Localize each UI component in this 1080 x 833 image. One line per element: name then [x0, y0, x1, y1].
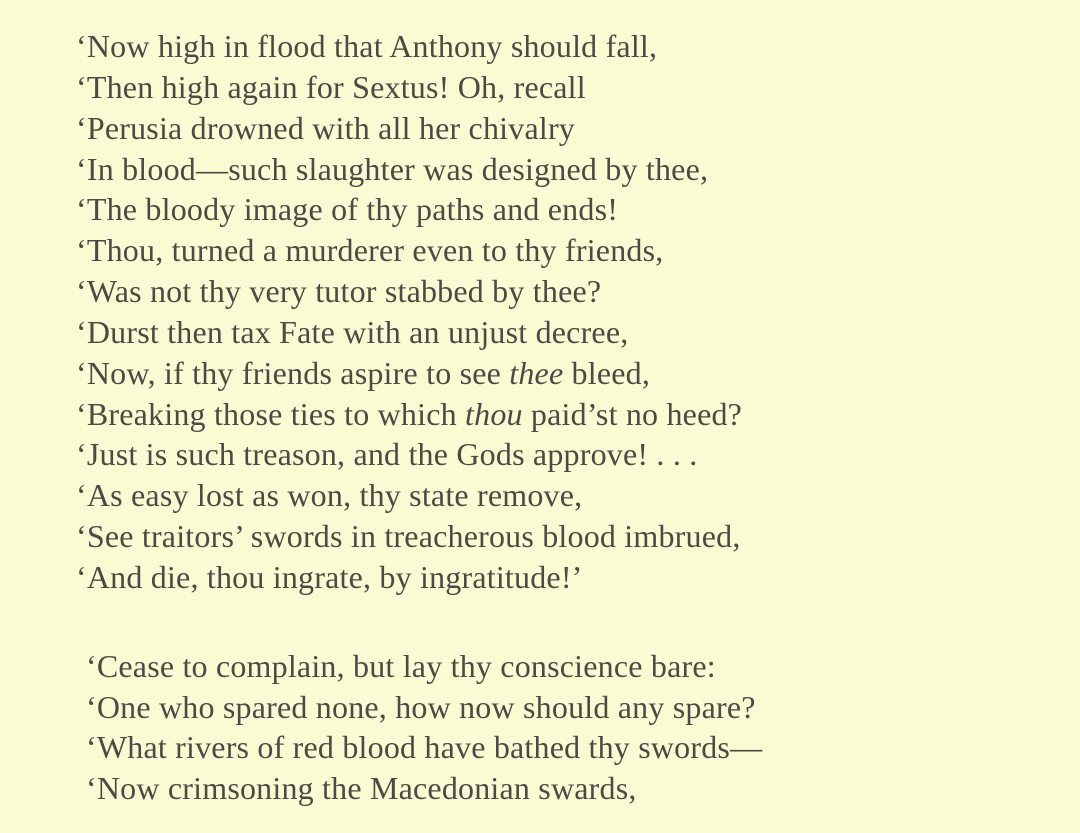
poem-line: ‘Now crimsoning the Macedonian swards, [86, 769, 637, 806]
line-text: paid’st no heed? [522, 395, 743, 432]
poem-line: ‘Then high again for Sextus! Oh, recall [76, 68, 586, 105]
stanza-2 [86, 646, 762, 808]
poem-line: ‘Just is such treason, and the Gods approve! . . . [76, 436, 698, 473]
poem-line: ‘In blood—such slaughter was designed by thee, [76, 150, 709, 187]
poem-line: ‘Now high in flood that Anthony should fall, [76, 28, 658, 64]
poem-line [76, 394, 742, 435]
poem-line: ‘Durst then tax Fate with an unjust decree, [76, 313, 629, 350]
poem-line: ‘What rivers of red blood have bathed thy swords— [86, 729, 763, 765]
poem-line: ‘See traitors’ swords in treacherous blood imbrued, [76, 518, 741, 555]
line-text: ‘Breaking those ties to which [76, 395, 466, 432]
stanza-1 [76, 26, 742, 598]
poem-line: ‘Cease to complain, but lay thy conscience bare: [86, 648, 716, 684]
poem-line: ‘One who spared none, how now should any spare? [86, 688, 756, 725]
poem-line: ‘And die, thou ingrate, by ingratitude!’ [76, 558, 583, 595]
poem-line: ‘Perusia drowned with all her chivalry [76, 109, 576, 146]
poem-line: ‘The bloody image of thy paths and ends! [76, 191, 619, 228]
line-text: bleed, [563, 354, 651, 391]
italic-word: thou [465, 395, 523, 432]
poem-line: ‘Thou, turned a murderer even to thy friends, [76, 232, 664, 269]
line-text: ‘Now, if thy friends aspire to see [76, 354, 510, 391]
poem-line [76, 353, 742, 394]
italic-word: thee [509, 354, 564, 391]
poem-line: ‘As easy lost as won, thy state remove, [76, 477, 583, 514]
poem-line: ‘Was not thy very tutor stabbed by thee? [76, 273, 602, 310]
